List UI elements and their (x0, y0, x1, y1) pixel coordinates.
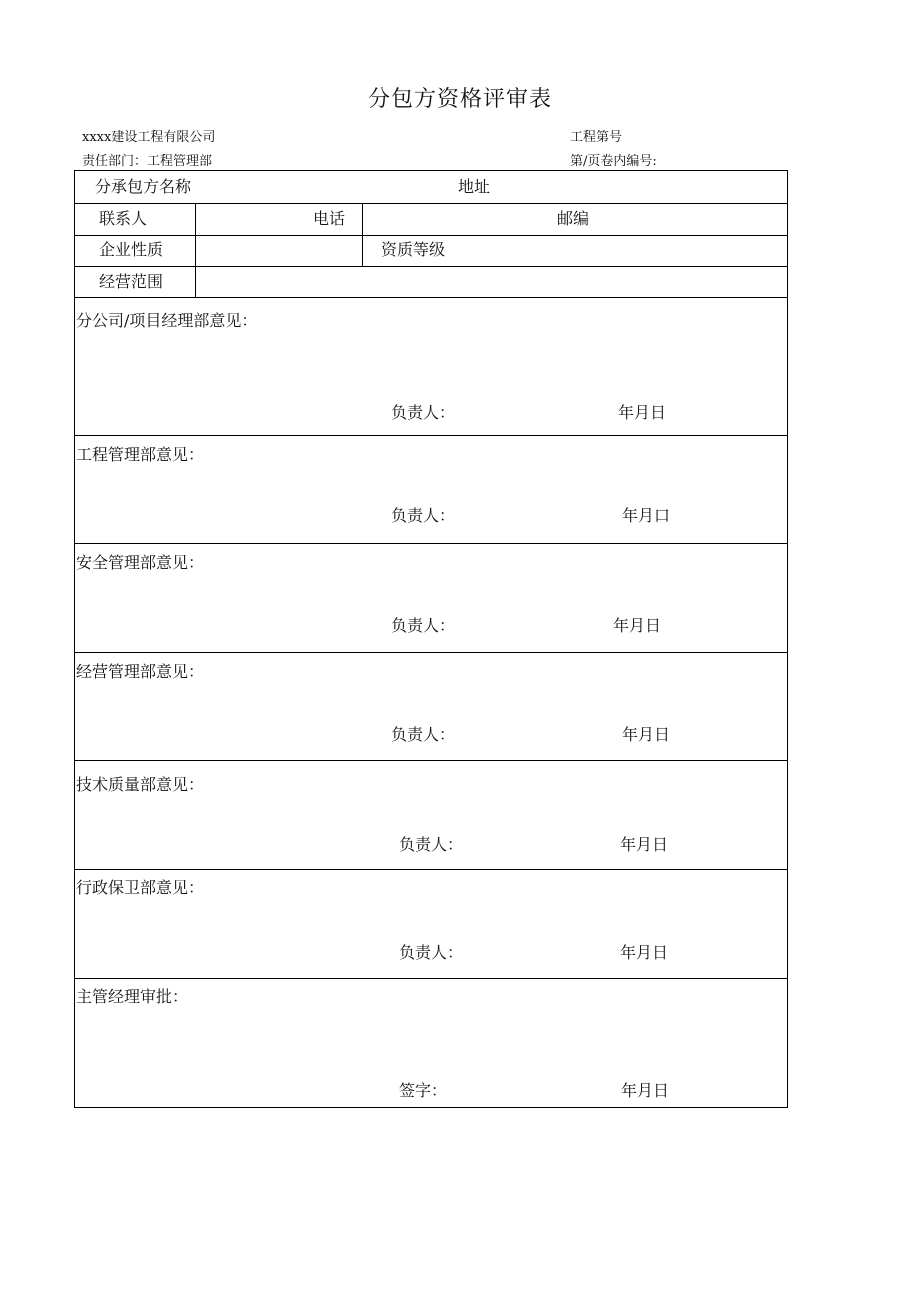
date-label: 年月日 (620, 835, 669, 854)
responsible-department: 责任部门：工程管理部 (82, 154, 213, 169)
signer-label: 负责人： (391, 403, 456, 422)
phone-label: 电话 (313, 209, 346, 228)
row-divider (75, 297, 787, 298)
qualification-level-label: 资质等级 (381, 240, 446, 259)
review-form-table (74, 170, 788, 1108)
section-heading-manager-approval: 主管经理审批： (76, 987, 189, 1006)
section-divider (75, 869, 787, 870)
enterprise-type-label: 企业性质 (99, 240, 164, 259)
page-title: 分包方资格评审表 (367, 87, 552, 112)
section-heading-quality: 技术质量部意见： (76, 775, 205, 794)
section-heading-safety: 安全管理部意见： (76, 553, 205, 572)
date-label: 年月口 (622, 506, 671, 525)
column-divider (362, 203, 363, 266)
section-heading-business: 经营管理部意见： (76, 662, 205, 681)
row-divider (75, 266, 787, 267)
section-divider (75, 978, 787, 979)
date-label: 年月日 (621, 1081, 670, 1100)
date-label: 年月日 (620, 943, 669, 962)
section-divider (75, 652, 787, 653)
section-heading-branch: 分公司/项目经理部意见： (76, 311, 258, 330)
section-heading-engineering: 工程管理部意见： (76, 445, 205, 464)
date-label: 年月日 (613, 616, 662, 635)
date-label: 年月日 (622, 725, 671, 744)
column-divider (195, 203, 196, 297)
row-divider (75, 203, 787, 204)
business-scope-label: 经营范围 (99, 272, 164, 291)
signer-label: 负责人： (399, 835, 464, 854)
signature-label: 签字： (399, 1081, 448, 1100)
address-label: 地址 (458, 177, 491, 196)
contact-label: 联系人 (99, 209, 148, 228)
signer-label: 负责人： (399, 943, 464, 962)
date-label: 年月日 (618, 403, 667, 422)
signer-label: 负责人： (391, 616, 456, 635)
signer-label: 负责人： (391, 506, 456, 525)
project-number: 工程第号 (570, 130, 623, 145)
section-divider (75, 435, 787, 436)
postcode-label: 邮编 (557, 209, 590, 228)
section-divider (75, 760, 787, 761)
section-heading-admin: 行政保卫部意见： (76, 878, 205, 897)
section-divider (75, 543, 787, 544)
page-volume-number: 第/页卷内编号: (570, 154, 657, 169)
signer-label: 负责人： (391, 725, 456, 744)
subcontractor-name-label: 分承包方名称 (95, 177, 192, 196)
row-divider (75, 235, 787, 236)
company-name: xxxx建设工程有限公司 (82, 130, 216, 145)
